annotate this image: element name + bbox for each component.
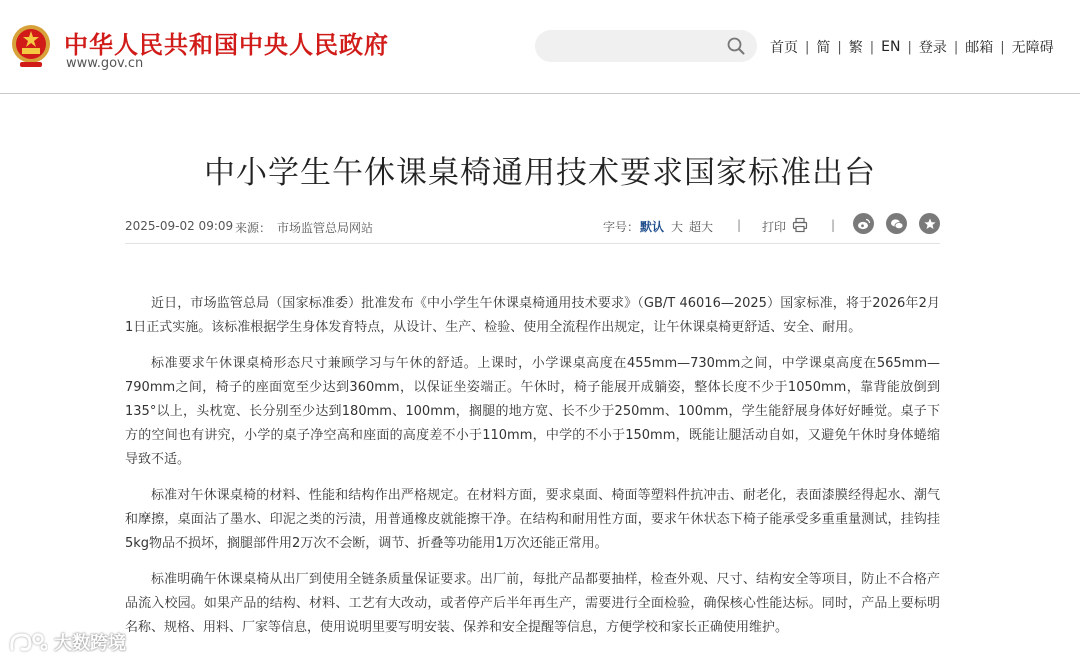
search-input[interactable]: [549, 36, 719, 56]
nav-separator: |: [805, 39, 810, 55]
wechat-share-icon[interactable]: [886, 213, 907, 234]
meta-divider: |: [831, 218, 836, 232]
nav-mail[interactable]: 邮箱: [965, 40, 994, 56]
site-header: [0, 0, 1080, 94]
watermark-text: 大数跨境: [54, 633, 126, 654]
nav-english[interactable]: EN: [881, 39, 901, 55]
top-nav: [770, 37, 1054, 57]
weibo-share-icon[interactable]: [853, 213, 874, 234]
publish-date: 2025-09-02 09:09: [125, 219, 234, 233]
article-meta: [125, 210, 940, 244]
nav-separator: |: [869, 39, 875, 55]
nav-separator: |: [907, 39, 912, 55]
favorite-star-icon[interactable]: [919, 213, 940, 234]
search-box[interactable]: [535, 30, 757, 62]
watermark: [8, 626, 126, 658]
nav-separator: |: [837, 39, 842, 55]
font-size-default[interactable]: 默认: [640, 220, 665, 234]
font-size-xlarge[interactable]: 超大: [689, 220, 714, 234]
article-title: 中小学生午休课桌椅通用技术要求国家标准出台: [204, 155, 876, 191]
watermark-logo-icon: [8, 629, 48, 655]
nav-accessibility[interactable]: 无障碍: [1011, 40, 1054, 56]
nav-separator: |: [953, 39, 959, 55]
national-emblem-icon[interactable]: [10, 22, 52, 70]
article-paragraph: 标准对午休课桌椅的材料、性能和结构作出严格规定。在材料方面，要求桌面、椅面等塑料件抗冲击、耐老化，表面漆膜经得起水、潮气和摩擦，桌面沾了墨水、印泥之类的污渍，用普通橡皮就能擦干净。在结构和耐用性方面，要求午休状态下椅子能承受多重重量测试，挂钩挂5kg物品不损坏，搁腿部件用2万次不会断，调节、折叠等功能用1万次还能正常用。: [125, 488, 940, 551]
article-body: [125, 292, 940, 652]
article-paragraph: 标准要求午休课桌椅形态尺寸兼顾学习与午休的舒适。上课时，小学课桌高度在455mm—730mm之间，中学课桌高度在565mm—790mm之间，椅子的座面宽至少达到360mm，以保证坐姿端正。午休时，椅子能展开成躺姿，整体长度不少于1050mm，靠背能放倒到135°以上，头枕宽、长分别至少达到180mm、100mm，搁腿的地方宽、长不少于250mm、100mm，学生能舒展身体好好睡觉。桌子下方的空间也有讲究，小学的桌子净空高和座面的高度差不小于110mm，中学的不小于150mm，既能让腿活动自如，又避免午休时身体蜷缩导致不适。: [125, 356, 940, 467]
print-button[interactable]: 打印: [762, 220, 787, 234]
site-name[interactable]: 中华人民共和国中央人民政府: [64, 31, 389, 59]
nav-simplified[interactable]: 简: [816, 40, 831, 56]
printer-icon[interactable]: [792, 217, 808, 233]
site-domain: www.gov.cn: [66, 56, 144, 71]
font-size-large[interactable]: 大: [671, 220, 684, 234]
nav-login[interactable]: 登录: [918, 40, 947, 56]
source-name: 市场监管总局网站: [277, 221, 374, 235]
article-paragraph: 标准明确午休课桌椅从出厂到使用全链条质量保证要求。出厂前，每批产品都要抽样，检查外观、尺寸、结构安全等项目，防止不合格产品流入校园。如果产品的结构、材料、工艺有大改动，或者停产后半年再生产，需要进行全面检验，确保核心性能达标。同时，产品上要标明名称、规格、用料、厂家等信息，使用说明里要写明安装、保养和安全提醒等信息，方便学校和家长正确使用维护。: [125, 572, 940, 635]
nav-home[interactable]: 首页: [770, 40, 798, 56]
font-size-label: 字号：: [603, 220, 640, 234]
search-icon[interactable]: [727, 37, 745, 55]
nav-traditional[interactable]: 繁: [848, 40, 863, 56]
nav-separator: |: [1000, 39, 1005, 55]
meta-divider: |: [737, 218, 742, 232]
source-label: 来源：: [235, 221, 272, 235]
article-paragraph: 近日，市场监管总局（国家标准委）批准发布《中小学生午休课桌椅通用技术要求》（GB/T 46016—2025）国家标准，将于2026年2月1日正式实施。该标准根据学生身体发育特点，从设计、生产、检验、使用全流程作出规定，让午休课桌椅更舒适、安全、耐用。: [125, 296, 940, 335]
